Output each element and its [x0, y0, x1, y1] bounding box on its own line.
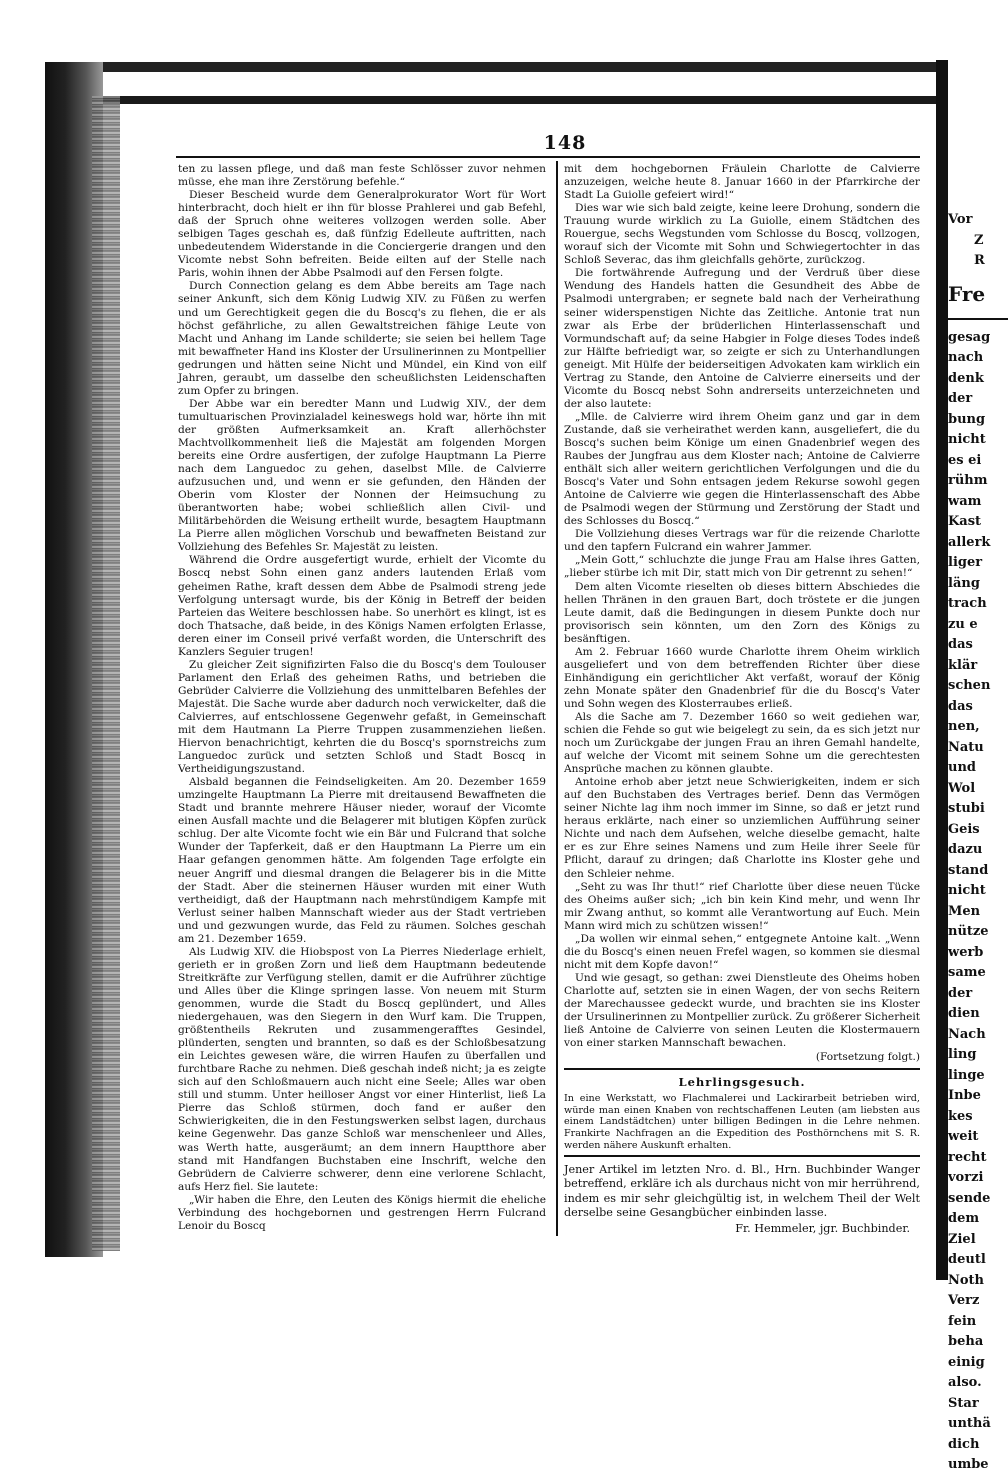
fragment-text: nütze — [948, 924, 989, 939]
fragment-text: linge — [948, 1067, 985, 1083]
fragment-text: Men — [948, 903, 981, 919]
fragment-text: Kast — [948, 514, 982, 529]
book-spine-edge — [92, 96, 120, 1251]
paragraph: ten zu lassen pflege, und daß man feste Schlösser zuvor nehmen müsse, ehe man ihre Zerstörung befehle.“ — [178, 163, 546, 189]
paragraph: Als Ludwig XIV. die Hiobspost von La Pierres Niederlage erhielt, gerieth er in großen Zorn und ließ dem Hauptmann bedeutende Streitkräfte zur Verfügung stellen, damit er die Aufrührer züchtige und Alles über die Klinge springen lasse. Von neuem mit Sturm genommen, wurde die Stadt du Boscq geplündert, und Alles niedergehauen, was den Siegern in den Wurf kam. Die Truppen, größtentheils Rekruten und zusammengerafftes Gesindel, plünderten, sengten und brannten, so daß es der Schloßbesatzung ein Leichtes gewesen wäre, die wirren Haufen zu überfallen und furchtbare Rache zu nehmen. Dieß geschah indeß nicht; ja es zeigte sich auf den Schloßmauern auch nicht eine Seele; Alles war oben still und stumm. Unter heilloser Angst vor einer Hinterlist, ließ La Pierre das Schloß stürmen, doch fand er außer den Schwierigkeiten, die in den Festungswerken selbst lagen, durchaus keine Gegenwehr. Das ganze Schloß war menschenleer und Alles, was Werth hatte, ausgeräumt; an dem innern Hauptthore aber stand mit Handfangen Buchstaben eine Inschrift, welche den Gebrüdern de Calvierre schwerer, denn eine verlorene Schlacht, aufs Herz fiel. Sie lautete: — [178, 945, 546, 1193]
fragment-text: allerk — [948, 534, 991, 550]
fragment-text: sende — [948, 1190, 991, 1206]
fragment-text: recht — [948, 1149, 987, 1165]
fragment-text: also. — [948, 1375, 982, 1390]
fragment-text: Natu — [948, 739, 984, 755]
paragraph: „Da wollen wir einmal sehen,“ entgegnete Antoine kalt. „Wenn die du Boscq's einen neuen Frefel wagen, so kommen sie diesmal nicht mit dem Kopfe davon!“ — [564, 932, 920, 971]
fragment-text: zu e — [948, 616, 978, 632]
fragment-text: nen, — [948, 719, 980, 734]
header-rule — [176, 156, 920, 158]
fragment-text: wam — [948, 493, 982, 509]
notice-body: Jener Artikel im letzten Nro. d. Bl., Hrn. Buchbinder Wanger betreffend, erkläre ich als durchaus nicht von mir herrührend, indem es mir sehr gleichgültig ist, in welchem Theil der Welt derselbe seine Gesangbücher einbinden lasse. — [564, 1163, 920, 1219]
fragment-text: einig — [948, 1354, 985, 1370]
paragraph: Zu gleicher Zeit signifizirten Falso die du Boscq's dem Toulouser Parlament den Erlaß des geheimen Raths, und betrieben die Gebrüder Calvierre die Vollziehung des unmittelbaren Befehles der Majestät. Die Sache wurde aber dadurch noch verwickelter, daß die Calvierres, auf entschlossene Gegenwehr gefaßt, in Gemeinschaft mit dem Hautmann La Pierre Truppen zusammenziehen ließen. Hiervon benachrichtigt, kehrten die du Boscq's spornstreichs zum Languedoc zurück und setzten Schloß und Stadt Boscq in Vertheidigungszustand. — [178, 658, 546, 776]
fragment-text: stand — [948, 862, 989, 878]
paragraph: Und wie gesagt, so gethan: zwei Dienstleute des Oheims hoben Charlotte auf, setzten sie in einen Wagen, der von sechs Reitern der Marechaussee gedeckt wurde, und brachten sie ins Kloster der Ursulinerinnen zu Montpellier zurück. Zu größerer Sicherheit ließ Antoine de Calvierre von seinen Leuten die Klostermauern von einer starken Mannschaft bewachen. — [564, 971, 920, 1050]
fragment-text: Wol — [948, 780, 976, 796]
fragment-text: stubi — [948, 801, 985, 816]
section-rule — [564, 1068, 920, 1070]
paragraph: Der Abbe war ein beredter Mann und Ludwig XIV., der dem tumultuarischen Provinzialadel keineswegs hold war, hörte ihn mit der größten Aufmerksamkeit an. Kraft allerhöchster Machtvollkommenheit ließ die Majestät am folgenden Morgen bereits eine Ordre ausfertigen, der zufolge Hauptmann La Pierre nach dem Languedoc zu gehen, daselbst Mlle. de Calvierre aufzusuchen und, und wenn er sie gefunden, den Händen der Oberin vom Kloster der Nonnen der Heimsuchung zu überantworten habe; wobei schließlich allen Civil- und Militärbehörden die Weisung ertheilt wurde, besagtem Hauptmann La Pierre allen möglichen Vorschub und bewaffneten Beistand zur Vollziehung des Befehles Sr. Majestät zu leisten. — [178, 397, 546, 554]
paragraph: Die Vollziehung dieses Vertrags war für die reizende Charlotte und den tapfern Fulcrand ein wahrer Jammer. — [564, 528, 920, 554]
fragment-text: dich — [948, 1436, 980, 1452]
fragment-text: Nach — [948, 1026, 986, 1042]
fragment-text: nach — [948, 350, 984, 365]
ad-body: In eine Werkstatt, wo Flachmalerei und Lackirarbeit betrieben wird, würde man einen Knaben von rechtschaffenen Leuten (am liebsten aus einem Landstädtchen) unter billigen Bedingen in die Lehre nehmen. Frankirte Nachfragen an die Expedition des Posthörnchens mit S. R. werden nähere Auskunft erhalten. — [564, 1093, 920, 1151]
fragment-text: dien — [948, 1006, 980, 1021]
paragraph: Die fortwährende Aufregung und der Verdruß über diese Wendung des Handels hatten die Gesundheit des Abbe de Psalmodi untergraben; er segnete bald nach der Verheirathung seiner widerspenstigen Nichte das Zeitliche. Antonie trat nun zwar als Erbe der brüderlichen Hinterlassenschaft und Vormundschaft auf; da seine Habgier in Folge dieses Todes indeß zur Hälfte befriedigt war, so zeigte er sich zu Unterhandlungen geneigt. Mit Hülfe der beiderseitigen Advokaten kam wirklich ein Vertrag zu Stande, den Antoine de Calvierre einerseits und der Vicomte du Boscq nebst Sohn andrerseits unterzeichneten und der also lautete: — [564, 267, 920, 410]
paragraph: Am 2. Februar 1660 wurde Charlotte ihrem Oheim wirklich ausgeliefert und von dem betreffenden Richter über diese Einhändigung ein gerichtlicher Akt verfaßt, worauf der König zehn Monate später den Gnadenbrief für die du Boscq's Vater und Sohn wegen des Klosterraubes erließ. — [564, 645, 920, 710]
fragment-text: Verz — [948, 1293, 980, 1308]
paragraph: Durch Connection gelang es dem Abbe bereits am Tage nach seiner Ankunft, sich dem König Ludwig XIV. zu Füßen zu werfen und um Gerechtigkeit gegen die du Boscq's zu flehen, die er als höchst gefährliche, zu allen Gewaltstreichen fähige Leute von Macht und Anhang im Lande schilderte; sie seien bei hellem Tage mit bewaffneter Hand ins Kloster der Ursulinerinnen zu Montpellier gedrungen und hätten seine Nicht und Mündel, ein Kind von eilf Jahren, geraubt, um dasselbe den scheußlichsten Leidenschaften zum Opfer zu bringen. — [178, 280, 546, 397]
fragment-text: das — [948, 698, 973, 714]
paragraph: Dem alten Vicomte rieselten ob dieses bittern Abschiedes die hellen Thränen in den grauen Bart, doch tröstete er die jungen Leute damit, daß die Bedingungen in diesem Punkte doch nur provisorisch sein könnten, um den Zorn des Königs zu besänftigen. — [564, 580, 920, 645]
fragment-text: R — [974, 253, 985, 268]
paragraph: Antoine erhob aber jetzt neue Schwierigkeiten, indem er sich auf den Buchstaben des Vertrages berief. Denn das Vermögen seiner Nichte lag ihm noch immer im Sinne, so daß er jetzt rund heraus erklärte, nach einer so unziemlichen Aufführung seiner Nichte und nach dem Aufsehen, welche dieselbe gemacht, halte er es zur Ehre seines Namens und zum Heile ihrer Seele für Pflicht, darauf zu dringen; daß Charlotte ins Kloster gehe und den Schleier nehme. — [564, 776, 920, 880]
fragment-text: der — [948, 985, 973, 1001]
fragment-text: deutl — [948, 1252, 986, 1267]
fragment-text: Inbe — [948, 1088, 981, 1103]
paragraph: Während die Ordre ausgefertigt wurde, erhielt der Vicomte du Boscq nebst Sohn einen ganz anders lautenden Erlaß vom geheimen Rathe, kraft dessen dem Abbe de Psalmodi streng jede Verfolgung untersagt wurde, bis der König in Betreff der beiden Parteien das Weitere beschlossen habe. So unerhört es klingt, ist es doch Thatsache, daß beide, in des Königs Namen erfolgten Erlasse, deren einer im Conseil privé verfaßt worden, die Unterschrift des Kanzlers Seguier trugen! — [178, 554, 546, 658]
fragment-text: vorzi — [948, 1170, 984, 1185]
page-top-shadow — [92, 96, 952, 104]
paragraph: mit dem hochgebornen Fräulein Charlotte de Calvierre anzuzeigen, welche heute 8. Januar 1660 in der Pfarrkirche der Stadt La Guiolle gefeiert wird!“ — [564, 163, 920, 202]
fragment-text: unthä — [948, 1416, 991, 1431]
fragment-text: der — [948, 391, 973, 406]
fragment-text: Z — [974, 232, 984, 248]
fragment-text: klär — [948, 657, 978, 673]
fragment-text: liger — [948, 555, 983, 570]
fragment-text: fein — [948, 1313, 977, 1329]
fragment-text: Ziel — [948, 1231, 976, 1247]
continuation-note: (Fortsetzung folgt.) — [815, 1051, 920, 1064]
fragment-text: dem — [948, 1211, 980, 1226]
fragment-text: dazu — [948, 842, 983, 857]
fragment-text: weit — [948, 1129, 979, 1144]
fragment-text: umbe — [948, 1457, 989, 1472]
fragment-text: trach — [948, 596, 987, 611]
fragment-text: beha — [948, 1334, 984, 1349]
column-divider — [556, 161, 558, 1236]
paragraph: „Mein Gott,“ schluchzte die junge Frau am Halse ihres Gatten, „lieber stürbe ich mit Dir, statt mich von Dir getrennt zu sehen!“ — [564, 554, 920, 580]
right-column — [564, 163, 920, 1236]
fragment-text: schen — [948, 678, 991, 693]
paragraph: „Wir haben die Ehre, den Leuten des Königs hiermit die eheliche Verbindung des hochgebornen und gestrengen Herrn Fulcrand Lenoir du Boscq — [178, 1193, 546, 1232]
fragment-text: gesag — [948, 329, 991, 345]
ad-title: Lehrlingsgesuch. — [678, 1075, 806, 1090]
scan-border-right — [936, 60, 948, 1280]
fragment-text: das — [948, 637, 973, 652]
fragment-text: und — [948, 760, 976, 775]
paragraph: „Mlle. de Calvierre wird ihrem Oheim ganz und gar in dem Zustande, daß sie verheirathet werden kann, ausgeliefert, die du Boscq's suchen beim Könige um einen Gnadenbrief wegen des Raubes der Jungfrau aus dem Kloster nach; Antoine de Calvierre enthält sich aller weitern gerichtlichen Verfolgungen und die du Boscq's Vater und Sohn entsagen jedem Rekurse sowohl gegen Antoine de Calvierre wie gegen die Hinterlassenschaft des Abbe de Psalmodi wegen der Stürmung und Zerstörung der Stadt und des Schlosses du Boscq.“ — [564, 410, 920, 528]
paragraph: Alsbald begannen die Feindseligkeiten. Am 20. Dezember 1659 umzingelte Hauptmann La Pierre mit dreitausend Bewaffneten die Stadt und brannte mehrere Häuser nieder, worauf der Vicomte einen Ausfall machte und die Belagerer mit blutigen Köpfen zurück schlug. Der alte Vicomte focht wie ein Bär und Fulcrand that solche Wunder der Tapferkeit, daß er den Hauptmann La Pierre um ein Haar gefangen genommen hätte. Am folgenden Tage erfolgte ein neuer Angriff und diesmal drangen die Belagerer bis in die Mitte der Stadt. Aber die steinernen Häuser wurden mit einer Wuth vertheidigt, daß der Hauptmann nach mehrstündigem Kampfe mit Verlust seiner halben Mannschaft wieder aus der Stadt vertrieben und und gezwungen wurde, das Feld zu räumen. Solches geschah am 21. Dezember 1659. — [178, 776, 546, 945]
fragment-text: Fre — [948, 281, 986, 306]
fragment-text: läng — [948, 575, 980, 591]
adjacent-page-fragment — [948, 60, 1000, 1472]
paragraph: Als die Sache am 7. Dezember 1660 so weit gediehen war, schien die Fehde so gut wie beigelegt zu sein, da es sich jetzt nur noch um Zurückgabe der jungen Frau an ihren Gemahl handelte, auf welche der Vicomt mit seinem Sohne um die gerechtesten Ansprüche machen zu können glaubte. — [564, 710, 920, 776]
fragment-text: bung — [948, 411, 986, 427]
left-column — [178, 163, 546, 1233]
fragment-text: ling — [948, 1047, 977, 1062]
fragment-text: Vor — [948, 212, 973, 227]
notice-signature: Fr. Hemmeler, jgr. Buchbinder. — [735, 1222, 910, 1236]
section-rule — [564, 1155, 920, 1157]
fragment-text: nicht — [948, 432, 986, 447]
fragment-text: same — [948, 965, 986, 980]
fragment-text: denk — [948, 370, 984, 386]
fragment-text: Noth — [948, 1272, 985, 1288]
fragment-text: kes — [948, 1108, 973, 1124]
paragraph: Dies war wie sich bald zeigte, keine leere Drohung, sondern die Trauung wurde wirklich zu La Guiolle, einem Städtchen des Rouergue, sechs Wegstunden vom Schlosse du Boscq, vollzogen, worauf sich der Vicomte mit Sohn und Schwiegertochter in das Schloß Severac, das ihm gleichfalls gehörte, zurückzog. — [564, 202, 920, 267]
paragraph: „Seht zu was Ihr thut!“ rief Charlotte über diese neuen Tücke des Oheims außer sich; „ich bin kein Kind mehr, und wenn Ihr mir Zwang anthut, so kommt alle Verantwortung auf Euch. Mein Mann wird mich zu schützen wissen!“ — [564, 880, 920, 932]
fragment-text: es ei — [948, 452, 982, 468]
scan-border-top — [45, 62, 1000, 72]
paragraph: Dieser Bescheid wurde dem Generalprokurator Wort für Wort hinterbracht, doch hielt er ihn für blosse Prahlerei und gab Befehl, daß der Spruch ohne weiteres vollzogen werden solle. Aber selbigen Tages geschah es, daß fünfzig Edelleute auftritten, nach unbedeutendem Widerstande in die Conciergerie drangen und den Vicomte nebst Sohn befreiten. Beide eilten auf der Stelle nach Paris, wohin ihnen der Abbe Psalmodi auf den Fersen folgte. — [178, 189, 546, 280]
fragment-text: werb — [948, 944, 984, 960]
fragment-rule — [948, 318, 1008, 320]
fragment-text: rühm — [948, 473, 988, 488]
fragment-text: Geis — [948, 821, 980, 837]
page-number: 148 — [543, 132, 587, 154]
fragment-text: Star — [948, 1395, 979, 1411]
fragment-text: nicht — [948, 883, 986, 898]
